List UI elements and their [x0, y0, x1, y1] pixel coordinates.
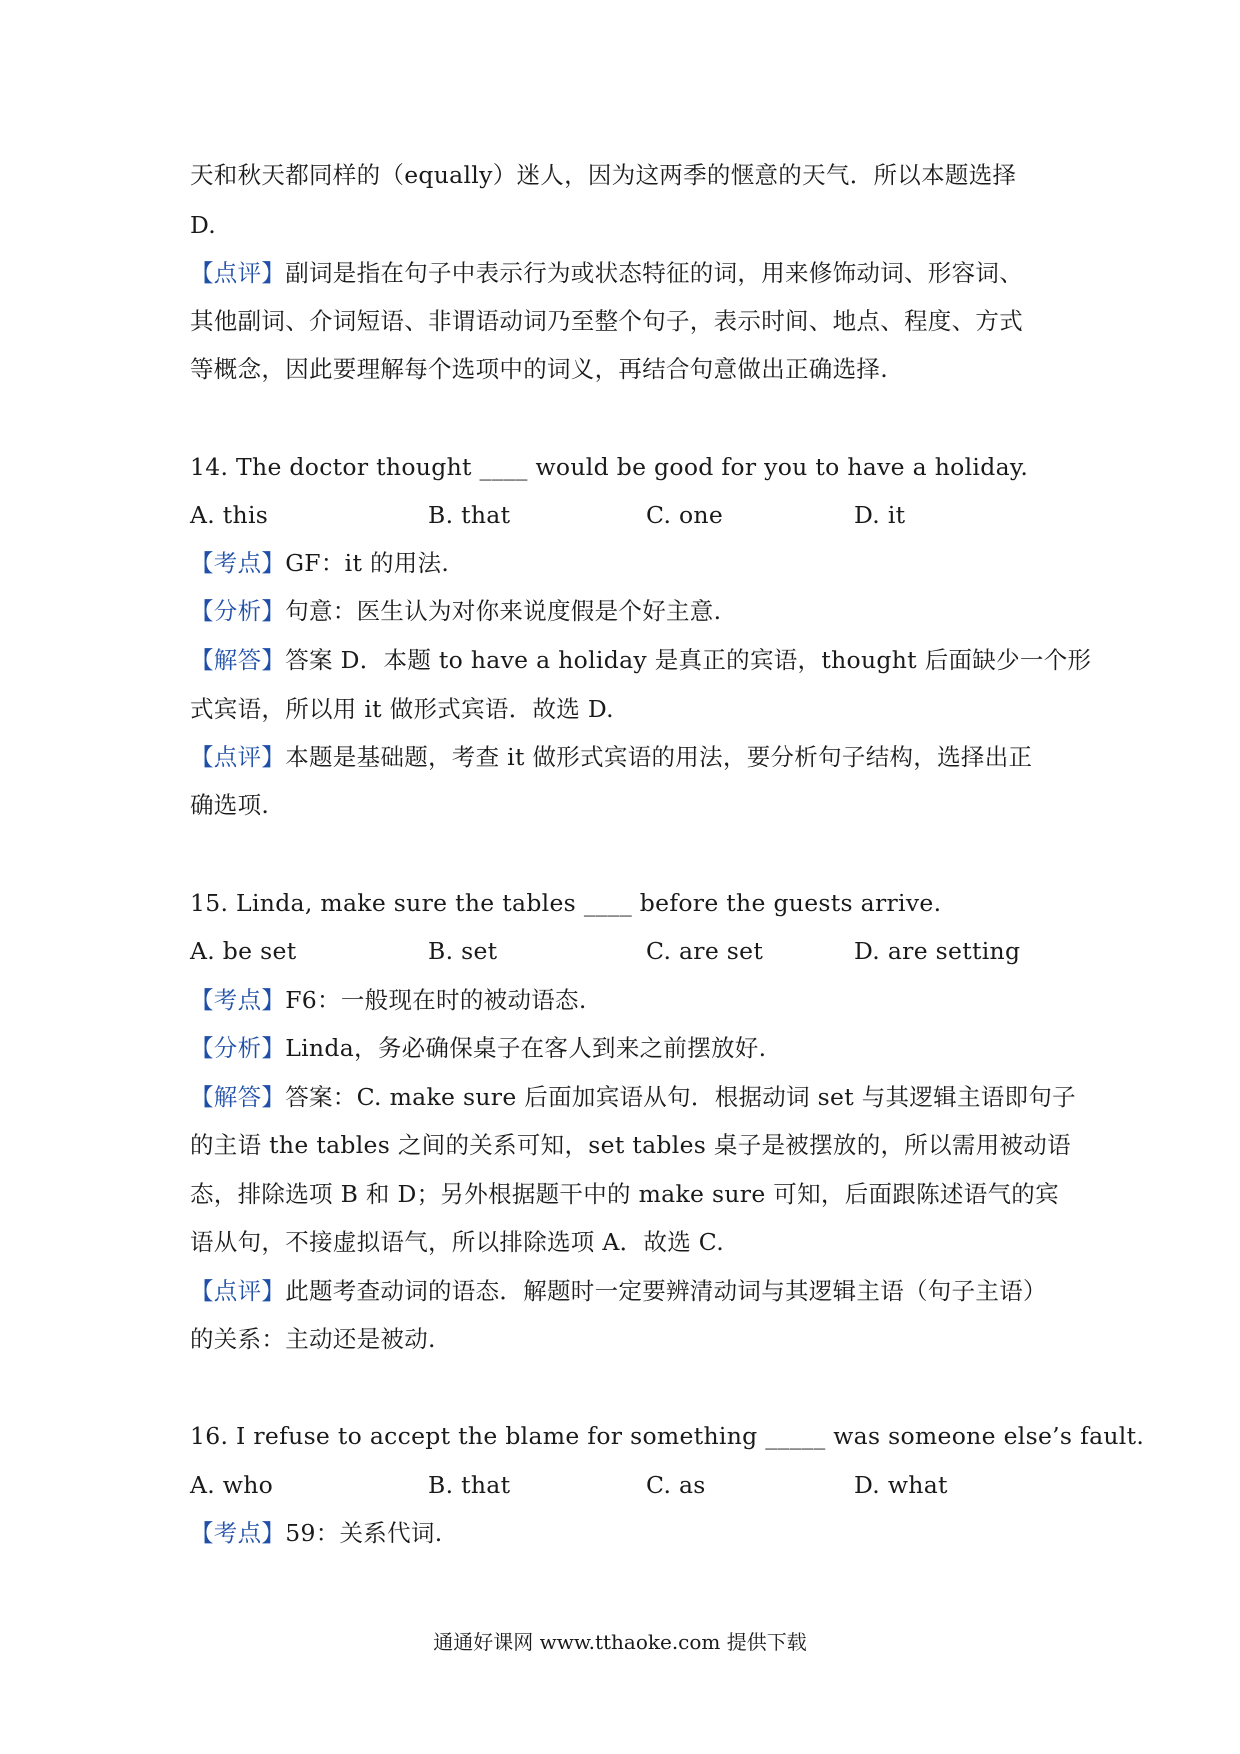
- paragraph-text: 天和秋天都同样的（equally）迷人，因为这两季的惬意的天气．所以本题选择: [190, 161, 1017, 189]
- kaodian-tag: 【考点】: [190, 549, 286, 577]
- option-c: C. one: [646, 501, 724, 529]
- option-d: D. what: [854, 1471, 948, 1499]
- intro-comment-line: [190, 354, 888, 384]
- kaodian-text: F6：一般现在时的被动语态.: [285, 986, 587, 1014]
- comment-tag: 【点评】: [190, 259, 286, 287]
- question-14-kaodian: [190, 548, 449, 578]
- kaodian-tag: 【考点】: [190, 1519, 286, 1547]
- question-stem: 15. Linda, make sure the tables ____ before the guests arrive.: [190, 889, 942, 917]
- option-c: C. are set: [646, 937, 764, 965]
- kaodian-text: GF：it 的用法.: [285, 549, 450, 577]
- intro-comment-line: [190, 306, 1023, 336]
- option-b: B. set: [428, 937, 498, 965]
- dianping-tag: 【点评】: [190, 1277, 286, 1305]
- fenxi-text: Linda，务必确保桌子在客人到来之前摆放好.: [285, 1034, 767, 1062]
- question-15-dianping: [190, 1276, 1047, 1306]
- fenxi-tag: 【分析】: [190, 1034, 286, 1062]
- question-14-stem: [190, 452, 1028, 482]
- kaodian-tag: 【考点】: [190, 986, 286, 1014]
- paragraph-text: 等概念，因此要理解每个选项中的词义，再结合句意做出正确选择.: [190, 355, 888, 383]
- question-14-jieda: [190, 694, 614, 724]
- dianping-text: 的关系：主动还是被动.: [190, 1325, 436, 1353]
- option-a: A. this: [190, 501, 269, 529]
- option-b: B. that: [428, 1471, 511, 1499]
- question-15-jieda: [190, 1179, 1059, 1209]
- question-16-kaodian: [190, 1518, 442, 1548]
- intro-comment-line: [190, 258, 1023, 288]
- question-15-jieda: [190, 1082, 1076, 1112]
- intro-continuation-line: [190, 160, 1016, 190]
- option-d: D. it: [854, 501, 906, 529]
- question-stem: 14. The doctor thought ____ would be good for you to have a holiday.: [190, 453, 1029, 481]
- question-15-dianping: [190, 1324, 436, 1354]
- jieda-text: 的主语 the tables 之间的关系可知，set tables 桌子是被摆放的，所以需用被动语: [190, 1131, 1071, 1159]
- question-16-stem: [190, 1421, 1144, 1451]
- dianping-tag: 【点评】: [190, 743, 286, 771]
- jieda-text: 答案：C. make sure 后面加宾语从句．根据动词 set 与其逻辑主语即句子: [285, 1083, 1076, 1111]
- jieda-text: 答案 D．本题 to have a holiday 是真正的宾语，thought 后面缺少一个形: [285, 646, 1092, 674]
- dianping-text: 此题考查动词的语态．解题时一定要辨清动词与其逻辑主语（句子主语）: [285, 1277, 1047, 1305]
- option-d: D. are setting: [854, 937, 1021, 965]
- fenxi-text: 句意：医生认为对你来说度假是个好主意.: [285, 597, 722, 625]
- question-14-fenxi: [190, 596, 721, 626]
- paragraph-text: 副词是指在句子中表示行为或状态特征的词，用来修饰动词、形容词、: [285, 259, 1024, 287]
- jieda-tag: 【解答】: [190, 1083, 286, 1111]
- intro-continuation-tail: [190, 210, 216, 240]
- question-15-fenxi: [190, 1033, 766, 1063]
- question-14-dianping: [190, 790, 269, 820]
- jieda-tag: 【解答】: [190, 646, 286, 674]
- dianping-text: 本题是基础题，考查 it 做形式宾语的用法，要分析句子结构，选择出正: [285, 743, 1033, 771]
- question-14-jieda: [190, 645, 1091, 675]
- question-15-jieda: [190, 1130, 1071, 1160]
- kaodian-text: 59：关系代词.: [285, 1519, 443, 1547]
- option-a: A. be set: [190, 937, 297, 965]
- dianping-text: 确选项.: [190, 791, 270, 819]
- paragraph-text: D.: [190, 211, 217, 239]
- option-b: B. that: [428, 501, 511, 529]
- question-stem: 16. I refuse to accept the blame for something _____ was someone else’s fault.: [190, 1422, 1145, 1450]
- question-15-kaodian: [190, 985, 587, 1015]
- footer-text: 通通好课网 www.tthaoke.com 提供下载: [433, 1630, 807, 1654]
- jieda-text: 式宾语，所以用 it 做形式宾语．故选 D.: [190, 695, 614, 723]
- option-c: C. as: [646, 1471, 706, 1499]
- fenxi-tag: 【分析】: [190, 597, 286, 625]
- page-footer: [0, 1628, 1240, 1656]
- jieda-text: 态，排除选项 B 和 D；另外根据题干中的 make sure 可知，后面跟陈述语气的宾: [190, 1180, 1059, 1208]
- question-15-jieda: [190, 1227, 724, 1257]
- question-15-stem: [190, 888, 941, 918]
- jieda-text: 语从句，不接虚拟语气，所以排除选项 A．故选 C.: [190, 1228, 725, 1256]
- option-a: A. who: [190, 1471, 274, 1499]
- question-14-dianping: [190, 742, 1032, 772]
- paragraph-text: 其他副词、介词短语、非谓语动词乃至整个句子，表示时间、地点、程度、方式: [190, 307, 1023, 335]
